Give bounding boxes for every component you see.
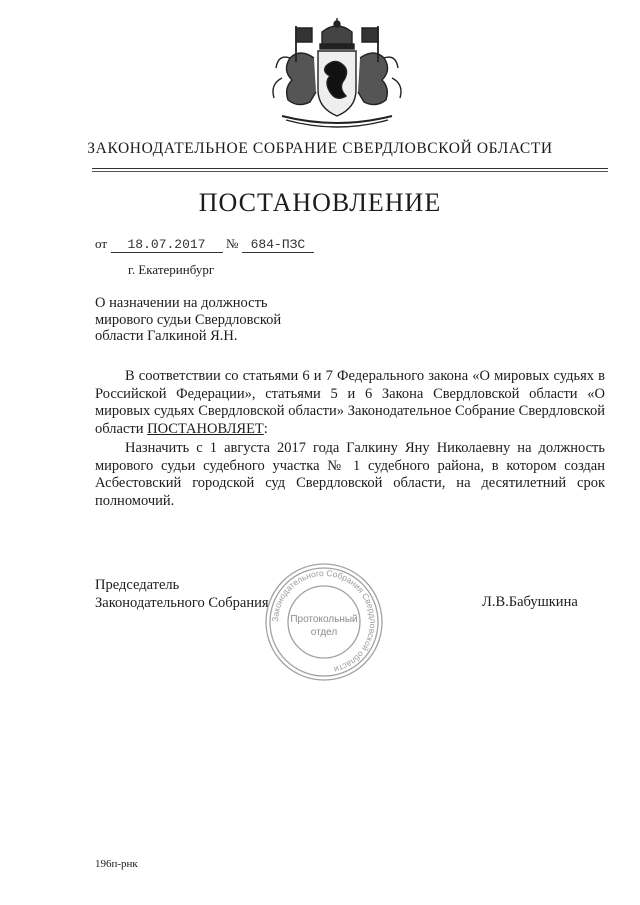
city: г. Екатеринбург bbox=[128, 262, 215, 277]
footer-code: 196п-рнк bbox=[95, 858, 138, 870]
signatory-title bbox=[95, 577, 269, 612]
body-punct: : bbox=[263, 420, 268, 437]
stamp-center-line1: Протокольный bbox=[290, 614, 358, 625]
date-value: 18.07.2017 bbox=[111, 237, 223, 253]
organization-name: ЗАКОНОДАТЕЛЬНОЕ СОБРАНИЕ СВЕРДЛОВСКОЙ ОБЛАСТИ bbox=[87, 140, 553, 157]
document-body bbox=[95, 368, 605, 510]
subject-block bbox=[95, 295, 281, 345]
coat-of-arms-icon bbox=[262, 18, 412, 128]
round-stamp-icon bbox=[262, 560, 386, 684]
header-rule-thin bbox=[92, 171, 608, 172]
signatory-title-line: Председатель bbox=[95, 577, 180, 593]
subject-line: О назначении на должность bbox=[95, 295, 268, 311]
header-rule bbox=[92, 168, 608, 169]
date-label: от bbox=[95, 236, 108, 251]
resolution-keyword: ПОСТАНОВЛЯЕТ bbox=[147, 420, 264, 437]
document-type-title: ПОСТАНОВЛЕНИЕ bbox=[198, 188, 442, 217]
number-value: 684-ПЗС bbox=[242, 237, 314, 253]
stamp-ring-text: Законодательного Собрания Свердловской области bbox=[269, 567, 379, 675]
body-paragraph: Назначить с 1 августа 2017 года Галкину Яну Николаевну на должность мирового судьи судебного участка № 1 судебного района, в котором создан Асбестовский городской суд Свердловской области, на десятилетний срок полномочий. bbox=[95, 440, 605, 509]
signatory-title-line: Законодательного Собрания bbox=[95, 594, 269, 611]
signatory-name: Л.В.Бабушкина bbox=[482, 594, 578, 610]
body-paragraph bbox=[95, 368, 605, 438]
subject-line: мирового судьи Свердловской bbox=[95, 311, 282, 328]
body-text: В соответствии со статьями 6 и 7 Федерального закона «О мировых судьях в Российской Федерации», статьями 5 и 6 Закона Свердловской области «О мировых судьях Свердловской области» Законодательное Собрание Свердловской области bbox=[95, 368, 605, 437]
subject-line: области Галкиной Я.Н. bbox=[95, 328, 238, 344]
date-number-line bbox=[95, 236, 314, 253]
number-label: № bbox=[226, 236, 239, 251]
stamp-center-line2: отдел bbox=[310, 627, 338, 638]
